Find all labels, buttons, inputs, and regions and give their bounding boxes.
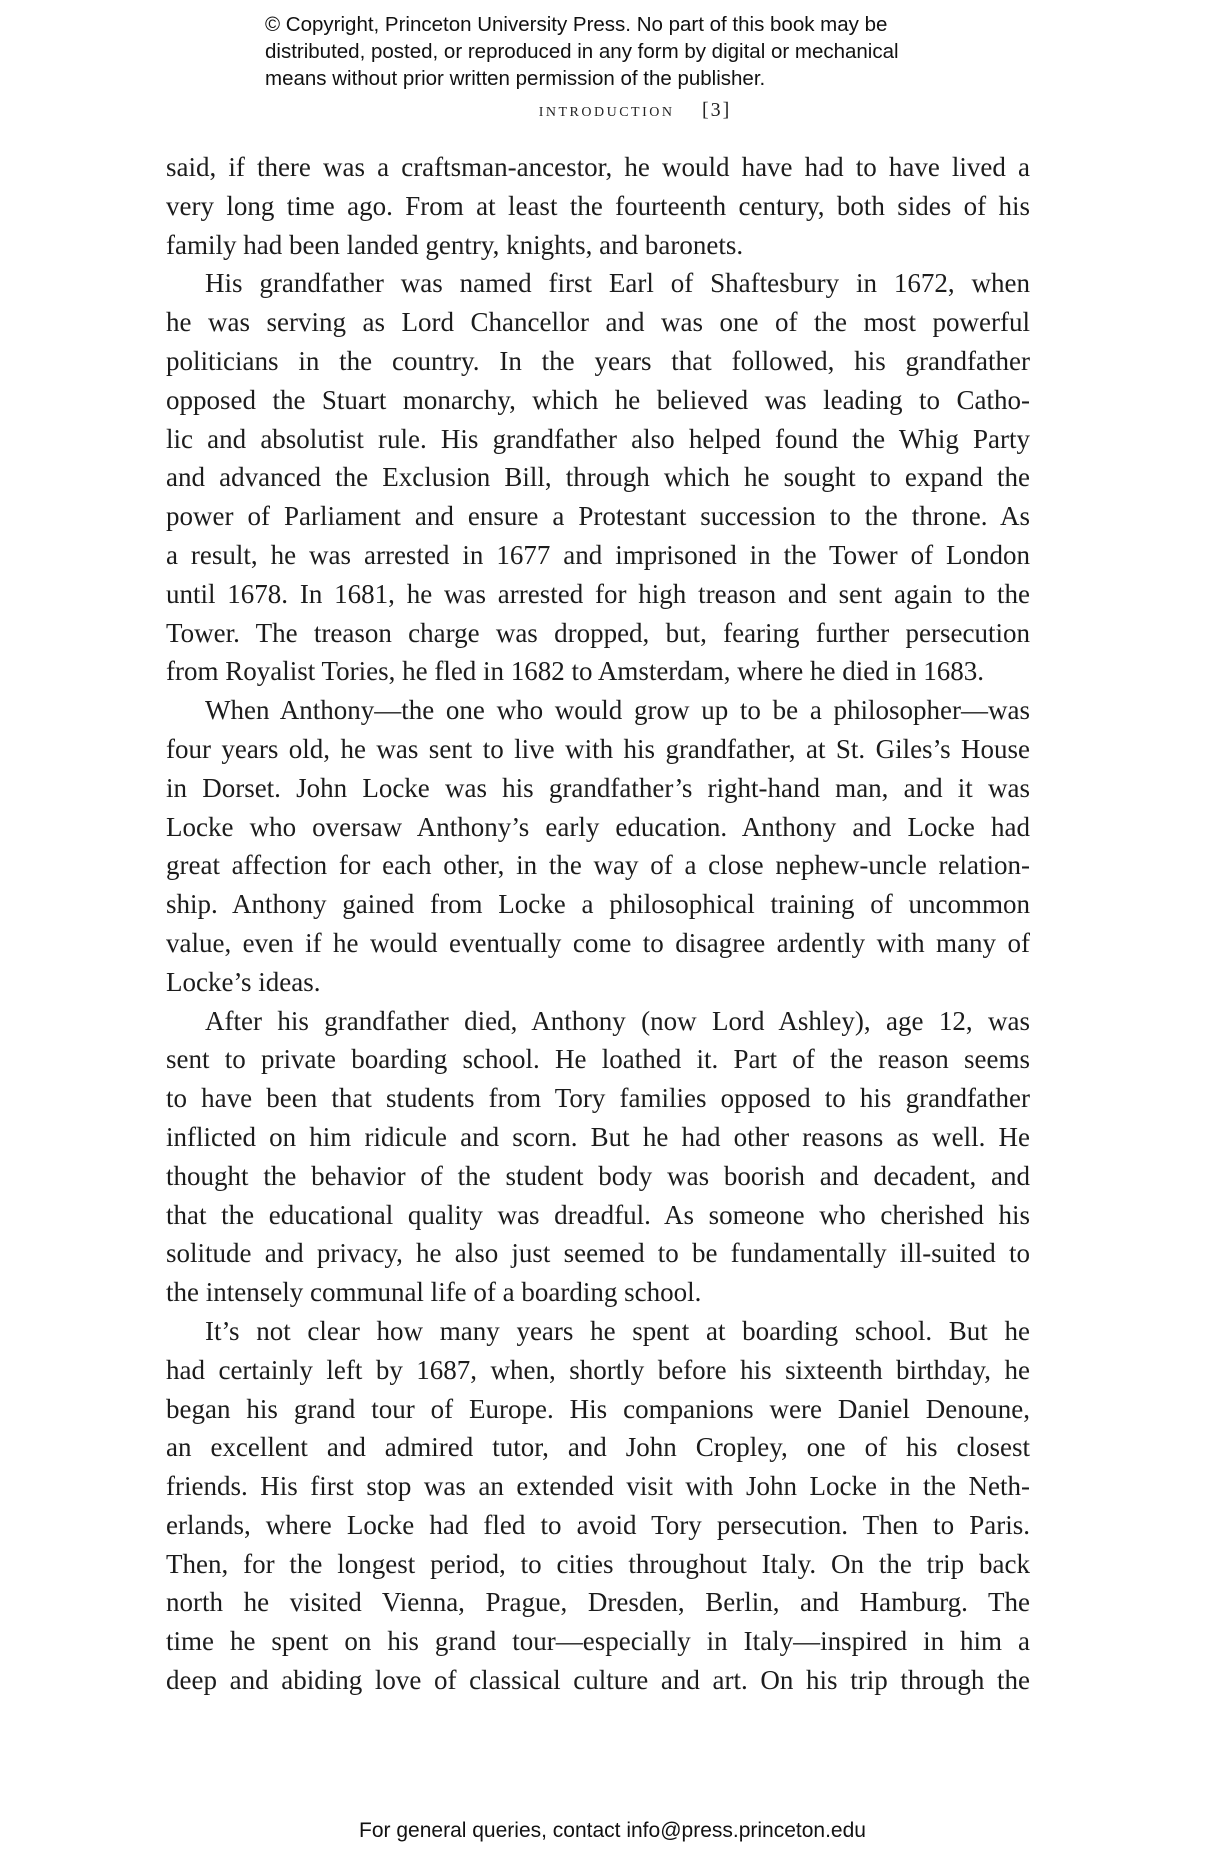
text-line: said, if there was a craftsman-ancestor, he would have had to have lived a <box>166 152 1030 182</box>
paragraph-first-line: After his grandfather died, Anthony (now Lord Ashley), age 12, was <box>205 1005 1030 1036</box>
text-line: a result, he was arrested in 1677 and imprisoned in the Tower of London <box>166 539 1030 570</box>
copyright-line: distributed, posted, or reproduced in any form by digital or mechanical <box>265 40 899 63</box>
text-line: Locke who oversaw Anthony’s early education. Anthony and Locke had <box>166 811 1030 842</box>
running-head-title: introduction <box>538 99 675 121</box>
text-line: friends. His first stop was an extended visit with John Locke in the Neth- <box>166 1471 1030 1502</box>
text-line: politicians in the country. In the years that followed, his grandfather <box>166 345 1030 376</box>
text-line: until 1678. In 1681, he was arrested for high treason and sent again to the <box>166 578 1030 609</box>
text-line: four years old, he was sent to live with his grandfather, at St. Giles’s House <box>166 733 1030 764</box>
text-line: in Dorset. John Locke was his grandfather’s right-hand man, and it was <box>166 772 1030 803</box>
text-line: north he visited Vienna, Prague, Dresden, Berlin, and Hamburg. The <box>166 1587 1030 1618</box>
text-line: opposed the Stuart monarchy, which he believed was leading to Catho- <box>166 384 1030 415</box>
running-head <box>0 96 1225 124</box>
text-line: an excellent and admired tutor, and John Cropley, one of his closest <box>166 1432 1030 1463</box>
text-line: lic and absolutist rule. His grandfather also helped found the Whig Party <box>166 423 1030 454</box>
text-line: thought the behavior of the student body was boorish and decadent, and <box>166 1160 1030 1191</box>
text-line: family had been landed gentry, knights, and baronets. <box>166 229 744 260</box>
paragraph-first-line: His grandfather was named first Earl of Shaftesbury in 1672, when <box>205 268 1030 299</box>
text-line: erlands, where Locke had fled to avoid Tory persecution. Then to Paris. <box>166 1509 1030 1540</box>
text-line: had certainly left by 1687, when, shortly before his sixteenth birthday, he <box>166 1354 1030 1385</box>
text-line: value, even if he would eventually come to disagree ardently with many of <box>166 927 1030 958</box>
text-line: Locke’s ideas. <box>166 966 321 997</box>
text-line: great affection for each other, in the way of a close nephew-uncle relation- <box>166 850 1030 881</box>
text-line: power of Parliament and ensure a Protestant succession to the throne. As <box>166 501 1030 532</box>
paragraph-first-line: It’s not clear how many years he spent at boarding school. But he <box>205 1315 1030 1346</box>
text-line: very long time ago. From at least the fourteenth century, both sides of his <box>166 190 1030 221</box>
paragraph-first-line: When Anthony—the one who would grow up to be a philosopher—was <box>205 695 1030 726</box>
copyright-line: means without prior written permission of the publisher. <box>265 67 766 90</box>
text-line: ship. Anthony gained from Locke a philosophical training of uncommon <box>166 889 1030 920</box>
text-line: solitude and privacy, he also just seemed to be fundamentally ill-suited to <box>166 1238 1030 1269</box>
copyright-notice <box>265 11 1025 92</box>
page-number: [3] <box>701 99 732 121</box>
text-line: the intensely communal life of a boarding school. <box>166 1277 702 1308</box>
text-line: and advanced the Exclusion Bill, through which he sought to expand the <box>166 462 1030 493</box>
text-line: inflicted on him ridicule and scorn. But he had other reasons as well. He <box>166 1121 1030 1152</box>
text-line: time he spent on his grand tour—especially in Italy—inspired in him a <box>166 1626 1030 1657</box>
text-line: Tower. The treason charge was dropped, but, fearing further persecution <box>166 617 1030 648</box>
text-line: he was serving as Lord Chancellor and was one of the most powerful <box>166 307 1030 338</box>
copyright-line: © Copyright, Princeton University Press. No part of this book may be <box>265 13 888 36</box>
footer-contact: For general queries, contact info@press.princeton.edu <box>359 1819 866 1842</box>
text-line: Then, for the longest period, to cities throughout Italy. On the trip back <box>166 1548 1030 1579</box>
text-line: that the educational quality was dreadful. As someone who cherished his <box>166 1199 1030 1230</box>
text-line: to have been that students from Tory families opposed to his grandfather <box>166 1083 1030 1114</box>
body-text <box>166 148 1030 1700</box>
text-line: began his grand tour of Europe. His companions were Daniel Denoune, <box>166 1393 1030 1424</box>
text-line: sent to private boarding school. He loathed it. Part of the reason seems <box>166 1044 1030 1075</box>
text-line: from Royalist Tories, he fled in 1682 to Amsterdam, where he died in 1683. <box>166 656 984 687</box>
text-line: deep and abiding love of classical culture and art. On his trip through the <box>166 1665 1030 1696</box>
